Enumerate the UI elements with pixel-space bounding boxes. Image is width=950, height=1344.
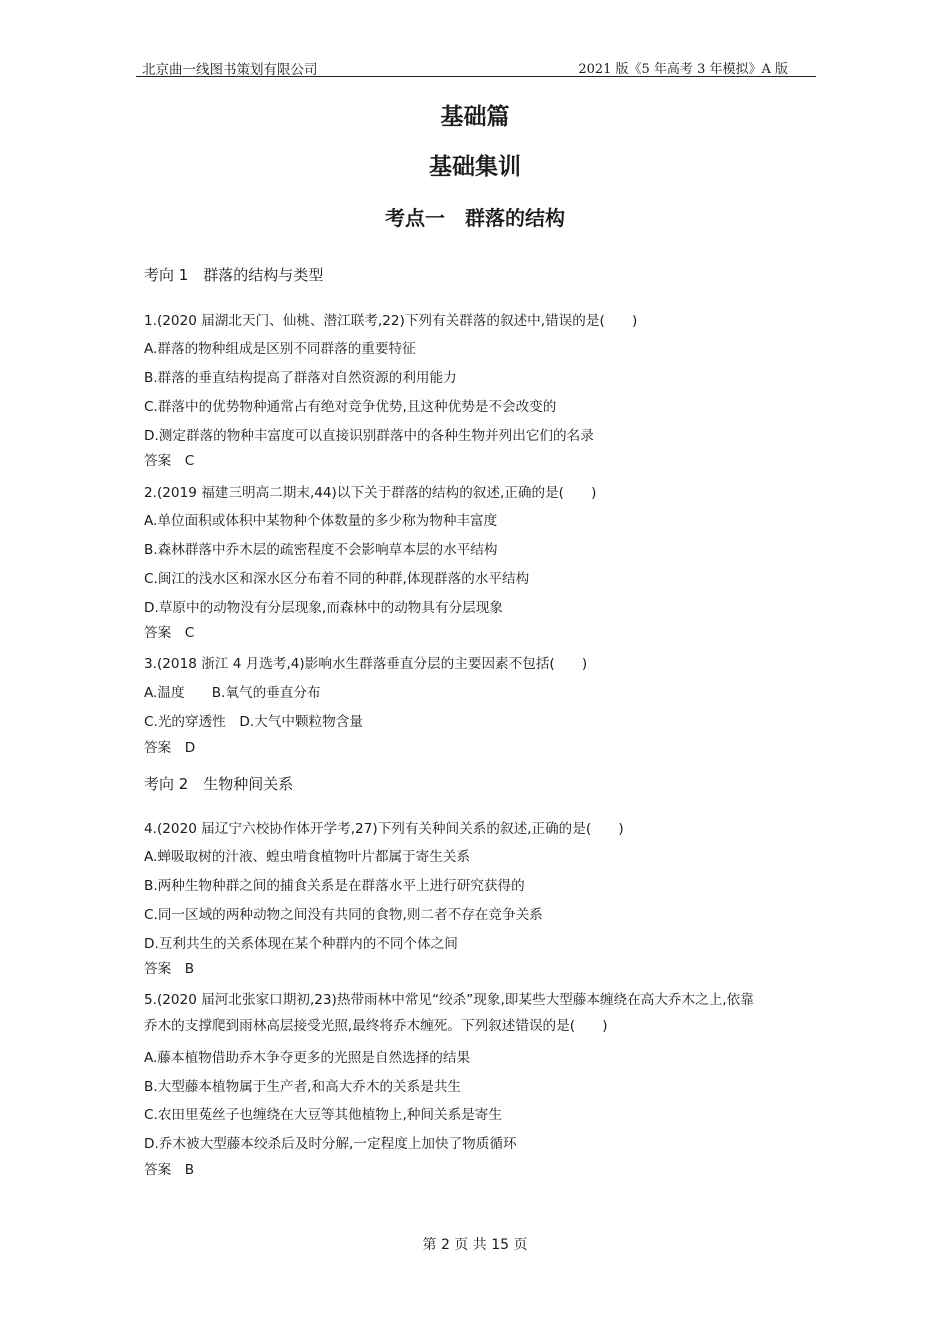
question-5-stem-line-1: 5.(2020 届河北张家口期初,23)热带雨林中常见“绞杀”现象,即某些大型藤本缠绕在高大乔木之上,依靠	[144, 992, 754, 1008]
question-5-option-d: D.乔木被大型藤本绞杀后及时分解,一定程度上加快了物质循环	[144, 1136, 517, 1152]
header-edition: 2021 版《5 年高考 3 年模拟》A 版	[578, 62, 788, 77]
question-1-option-a: A.群落的物种组成是区别不同群落的重要特征	[144, 341, 416, 357]
question-4-option-b: B.两种生物种群之间的捕食关系是在群落水平上进行研究获得的	[144, 878, 525, 894]
question-5-answer: 答案 B	[144, 1162, 195, 1178]
question-2-stem: 2.(2019 福建三明高二期末,44)以下关于群落的结构的叙述,正确的是( )	[144, 485, 597, 501]
question-1-option-d: D.测定群落的物种丰富度可以直接识别群落中的各种生物并列出它们的名录	[144, 428, 594, 444]
question-2-option-a: A.单位面积或体积中某物种个体数量的多少称为物种丰富度	[144, 513, 498, 529]
subpart-title: 基础集训	[429, 154, 521, 180]
question-2-option-d: D.草原中的动物没有分层现象,而森林中的动物具有分层现象	[144, 600, 503, 616]
question-3-stem: 3.(2018 浙江 4 月选考,4)影响水生群落垂直分层的主要因素不包括( )	[144, 656, 588, 672]
question-2-option-b: B.森林群落中乔木层的疏密程度不会影响草本层的水平结构	[144, 542, 498, 558]
question-4-option-d: D.互利共生的关系体现在某个种群内的不同个体之间	[144, 936, 458, 952]
part-title: 基础篇	[440, 104, 510, 130]
section-heading-2: 考向 2 生物种间关系	[144, 775, 294, 793]
question-4-option-a: A.蝉吸取树的汁液、蝗虫啃食植物叶片都属于寄生关系	[144, 849, 471, 865]
question-2-answer: 答案 C	[144, 625, 195, 641]
page-header	[136, 56, 816, 77]
question-1-answer: 答案 C	[144, 453, 195, 469]
question-1-option-c: C.群落中的优势物种通常占有绝对竞争优势,且这种优势是不会改变的	[144, 399, 557, 415]
question-3-options-ab: A.温度 B.氧气的垂直分布	[144, 685, 321, 701]
question-3-answer: 答案 D	[144, 740, 196, 756]
question-1-stem: 1.(2020 届湖北天门、仙桃、潜江联考,22)下列有关群落的叙述中,错误的是( )	[144, 313, 638, 329]
question-5-option-b: B.大型藤本植物属于生产者,和高大乔木的关系是共生	[144, 1079, 462, 1095]
topic-title: 考点一 群落的结构	[385, 206, 565, 230]
section-heading-1: 考向 1 群落的结构与类型	[144, 266, 324, 284]
question-3-options-cd: C.光的穿透性 D.大气中颗粒物含量	[144, 714, 363, 730]
question-1-option-b: B.群落的垂直结构提高了群落对自然资源的利用能力	[144, 370, 457, 386]
question-4-answer: 答案 B	[144, 961, 195, 977]
question-5-stem-line-2: 乔木的支撑爬到雨林高层接受光照,最终将乔木缠死。下列叙述错误的是( )	[144, 1018, 608, 1034]
question-5-option-a: A.藤本植物借助乔木争夺更多的光照是自然选择的结果	[144, 1050, 471, 1066]
question-5-option-c: C.农田里菟丝子也缠绕在大豆等其他植物上,种间关系是寄生	[144, 1107, 502, 1123]
page-number: 第 2 页 共 15 页	[422, 1237, 528, 1253]
header-publisher: 北京曲一线图书策划有限公司	[142, 62, 318, 78]
question-4-option-c: C.同一区域的两种动物之间没有共同的食物,则二者不存在竞争关系	[144, 907, 543, 923]
question-4-stem: 4.(2020 届辽宁六校协作体开学考,27)下列有关种间关系的叙述,正确的是( )	[144, 821, 624, 837]
question-2-option-c: C.闽江的浅水区和深水区分布着不同的种群,体现群落的水平结构	[144, 571, 530, 587]
